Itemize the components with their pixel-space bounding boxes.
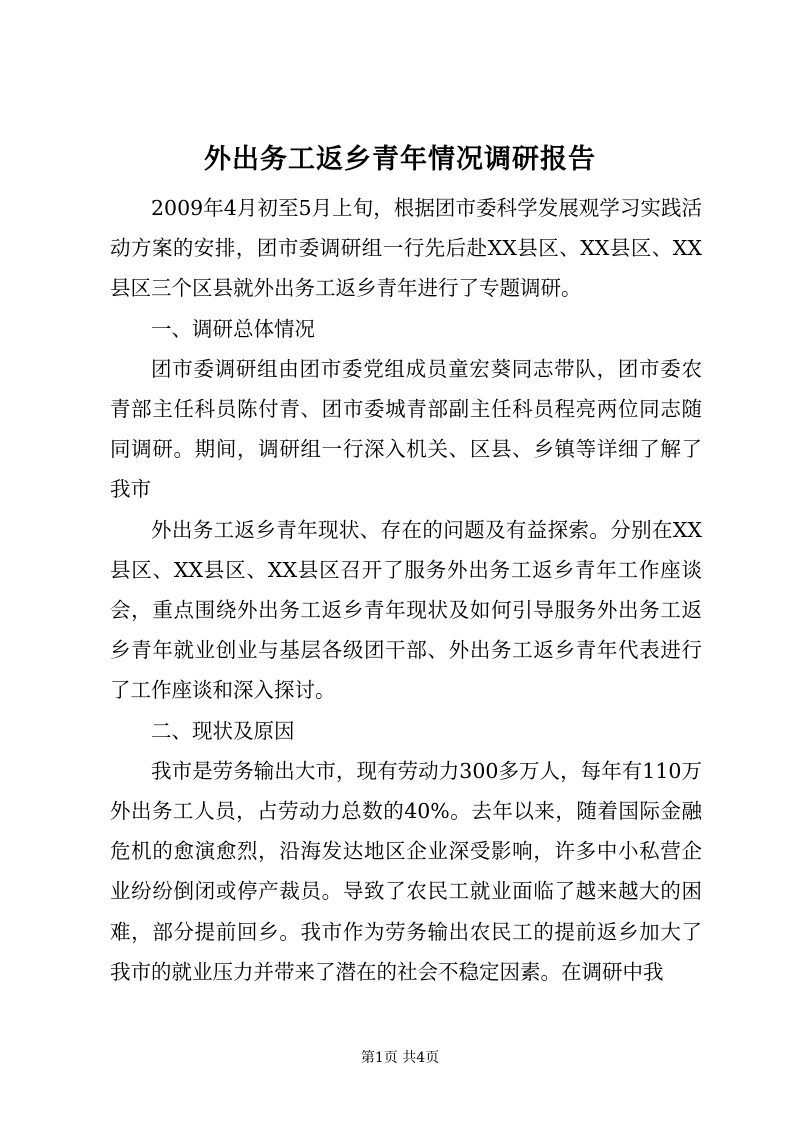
document-body — [110, 188, 702, 992]
document-title: 外出务工返乡青年情况调研报告 — [204, 144, 596, 175]
paragraph-status: 我市是劳务输出大市，现有劳动力300多万人，每年有110万外出务工人员，占劳动力总数的40%。去年以来，随着国际金融危机的愈演愈烈，沿海发达地区企业深受影响，许多中小私营企业纷纷倒闭或停产裁员。导致了农民工就业面临了越来越大的困难，部分提前回乡。我市作为劳务输出农民工的提前返乡加大了我市的就业压力并带来了潜在的社会不稳定因素。在调研中我 — [110, 758, 702, 984]
page-footer: 第1页 共4页 — [360, 1050, 440, 1066]
section-heading-status: 二、现状及原因 — [151, 718, 295, 743]
paragraph-intro: 2009年4月初至5月上旬，根据团市委科学发展观学习实践活动方案的安排，团市委调研组一行先后赴XX县区、XX县区、XX县区三个区县就外出务工返乡青年进行了专题调研。 — [110, 196, 702, 301]
paragraph-activities: 外出务工返乡青年现状、存在的问题及有益探索。分别在XX县区、XX县区、XX县区召开了服务外出务工返乡青年工作座谈会，重点围绕外出务工返乡青年现状及如何引导服务外出务工返乡青年就业创业与基层各级团干部、外出务工返乡青年代表进行了工作座谈和深入探讨。 — [110, 517, 702, 703]
paragraph-team: 团市委调研组由团市委党组成员童宏葵同志带队，团市委农青部主任科员陈付青、团市委城青部副主任科员程亮两位同志随同调研。期间，调研组一行深入机关、区县、乡镇等详细了解了我市 — [110, 356, 702, 502]
section-heading-overview: 一、调研总体情况 — [151, 316, 315, 341]
